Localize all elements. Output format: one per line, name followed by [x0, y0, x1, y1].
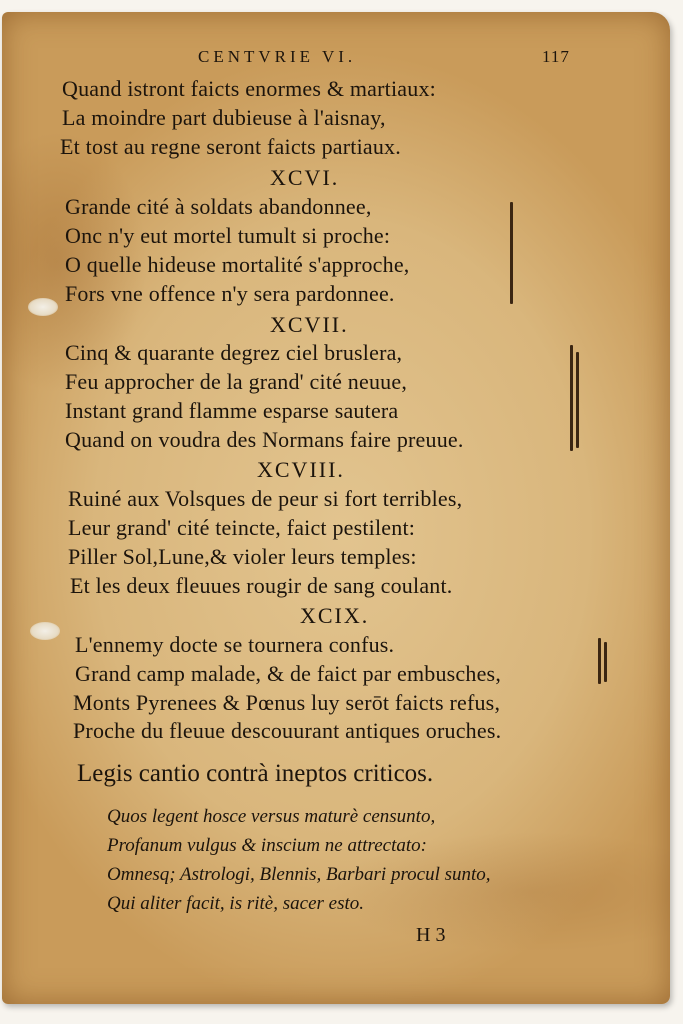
margin-mark [576, 352, 579, 448]
signature-mark: H 3 [416, 924, 446, 946]
latin-verse-line: Profanum vulgus & inscium ne attrectato: [107, 835, 427, 856]
margin-mark [510, 202, 513, 304]
verse-line: Et les deux fleuues rougir de sang coulant. [70, 573, 453, 598]
verse-line: Fors vne offence n'y sera pardonnee. [65, 281, 395, 306]
verse-line: Grande cité à soldats abandonnee, [65, 194, 372, 219]
section-title: Legis cantio contrà ineptos criticos. [77, 760, 434, 787]
running-title: CENTVRIE VI. [198, 47, 357, 66]
latin-verse-line: Quos legent hosce versus maturè censunto, [107, 806, 436, 827]
margin-mark [598, 638, 601, 684]
page-number: 117 [542, 47, 570, 66]
verse-line: Leur grand' cité teincte, faict pestilent: [68, 515, 416, 540]
verse-line: Ruiné aux Volsques de peur si fort terribles, [68, 486, 463, 511]
book-page [2, 12, 670, 1004]
verse-line: Et tost au regne seront faicts partiaux. [60, 134, 401, 159]
verse-line: Instant grand flamme esparse sautera [65, 398, 399, 423]
quatrain-number: XCIX. [300, 603, 370, 628]
verse-line: Piller Sol,Lune,& violer leurs temples: [68, 544, 417, 569]
verse-line: Cinq & quarante degrez ciel bruslera, [65, 340, 403, 365]
verse-line: Proche du fleuue descouurant antiques oruches. [73, 718, 502, 743]
latin-verse-line: Qui aliter facit, is ritè, sacer esto. [107, 893, 365, 914]
verse-line: O quelle hideuse mortalité s'approche, [65, 252, 410, 277]
binding-hole-bottom [30, 622, 60, 640]
verse-line: Quand istront faicts enormes & martiaux: [62, 76, 436, 101]
verse-line: Monts Pyrenees & Pœnus luy serōt faicts refus, [73, 690, 501, 715]
latin-verse-line: Omnesq; Astrologi, Blennis, Barbari procul sunto, [107, 864, 491, 885]
verse-line: L'ennemy docte se tournera confus. [75, 632, 395, 657]
verse-line: La moindre part dubieuse à l'aisnay, [62, 105, 386, 130]
quatrain-number: XCVIII. [257, 457, 345, 482]
verse-line: Feu approcher de la grand' cité neuue, [65, 369, 408, 394]
verse-line: Quand on voudra des Normans faire preuue. [65, 427, 464, 452]
verse-line: Onc n'y eut mortel tumult si proche: [65, 223, 391, 248]
binding-hole-top [28, 298, 58, 316]
verse-line: Grand camp malade, & de faict par embusches, [75, 661, 502, 686]
margin-mark [604, 642, 607, 682]
quatrain-number: XCVI. [270, 165, 340, 190]
quatrain-number: XCVII. [270, 312, 349, 337]
margin-mark [570, 345, 573, 451]
